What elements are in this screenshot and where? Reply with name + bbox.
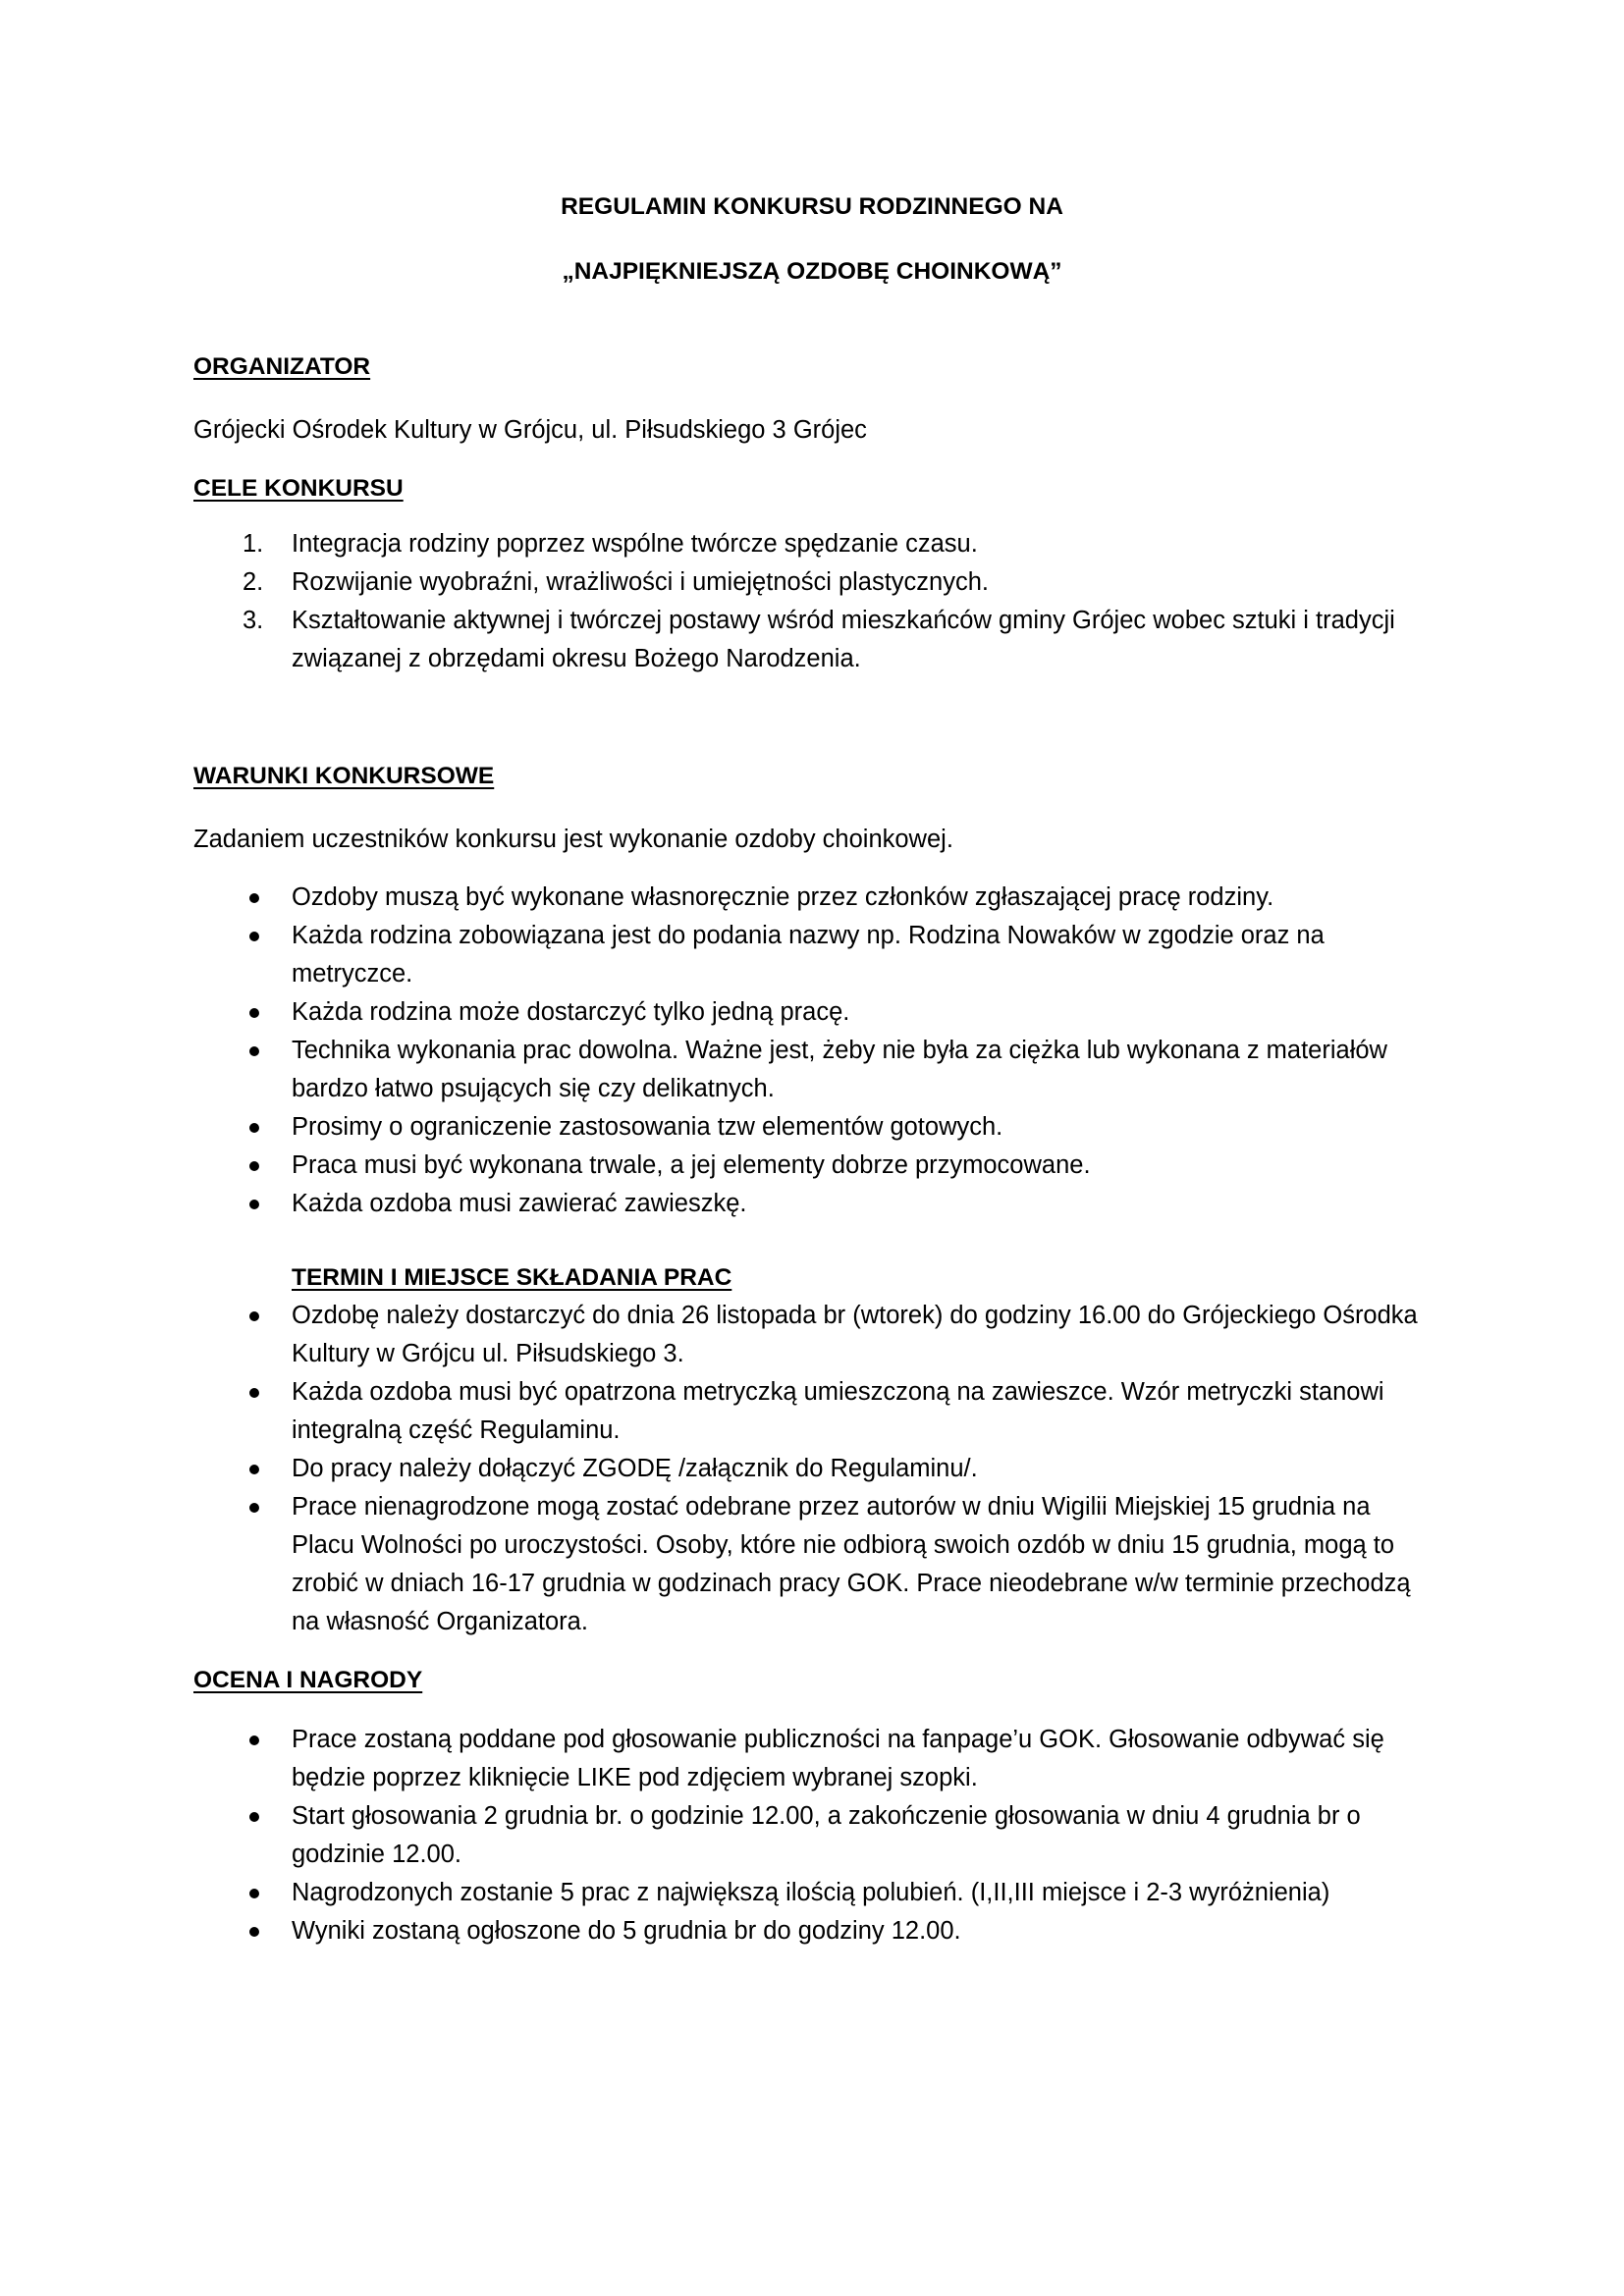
- bullet-icon: [249, 893, 259, 903]
- goals-list-item: [193, 525, 1431, 563]
- goals-list: [193, 525, 1431, 678]
- deadline-list-item: [193, 1488, 1431, 1641]
- bullet-icon: [249, 1889, 259, 1898]
- bullet-icon: [249, 1161, 259, 1171]
- goals-item-number: 1.: [243, 530, 264, 558]
- bullet-icon: [249, 1812, 259, 1822]
- conditions-item-text: Prosimy o ograniczenie zastosowania tzw elementów gotowych.: [292, 1113, 1003, 1141]
- deadline-list-item: [193, 1297, 1431, 1373]
- deadline-heading-text: TERMIN I MIEJSCE SKŁADANIA PRAC: [292, 1264, 732, 1291]
- organizer-heading: ORGANIZATOR: [193, 353, 371, 380]
- bullet-icon: [249, 1046, 259, 1056]
- bullet-icon: [249, 1200, 259, 1209]
- goals-item-number: 3.: [243, 607, 264, 634]
- bullet-icon: [249, 1503, 259, 1513]
- bullet-icon: [249, 1927, 259, 1937]
- conditions-heading: WARUNKI KONKURSOWE: [193, 763, 495, 789]
- evaluation-item-text: Prace zostaną poddane pod głosowanie publiczności na fanpage’u GOK. Głosowanie odbywać się będzie poprzez kliknięcie LIKE pod zdjęciem wybranej szopki.: [292, 1726, 1384, 1791]
- deadline-item-text: Prace nienagrodzone mogą zostać odebrane przez autorów w dniu Wigilii Miejskiej 15 grudnia na Placu Wolności po uroczystości. Osoby, które nie odbiorą swoich ozdób w dniu 15 grudnia, mogą to zrobić w dniach 16-17 grudnia w godzinach pracy GOK. Prace nieodebrane w/w terminie przechodzą na własność Organizatora.: [292, 1493, 1411, 1635]
- conditions-list-item: [193, 993, 1431, 1032]
- bullet-icon: [249, 932, 259, 941]
- evaluation-item-text: Wyniki zostaną ogłoszone do 5 grudnia br do godziny 12.00.: [292, 1917, 961, 1945]
- goals-item-text: Kształtowanie aktywnej i twórczej postawy wśród mieszkańców gminy Grójec wobec sztuki i tradycji związanej z obrzędami okresu Bożego Narodzenia.: [292, 607, 1395, 672]
- conditions-list-item: [193, 1108, 1431, 1147]
- conditions-item-text: Praca musi być wykonana trwale, a jej elementy dobrze przymocowane.: [292, 1151, 1091, 1179]
- conditions-item-text: Każda rodzina może dostarczyć tylko jedną pracę.: [292, 998, 850, 1026]
- conditions-list-item: [193, 1032, 1431, 1108]
- bullet-icon: [249, 1465, 259, 1474]
- conditions-list-item: [193, 1185, 1431, 1223]
- bullet-icon: [249, 1388, 259, 1398]
- conditions-list-item: [193, 879, 1431, 917]
- goals-list-item: [193, 602, 1431, 678]
- deadline-item-text: Każda ozdoba musi być opatrzona metryczką umieszczoną na zawieszce. Wzór metryczki stanowi integralną część Regulaminu.: [292, 1378, 1384, 1444]
- organizer-text: Grójecki Ośrodek Kultury w Grójcu, ul. Piłsudskiego 3 Grójec: [193, 416, 867, 444]
- goals-item-text: Integracja rodziny poprzez wspólne twórcze spędzanie czasu.: [292, 530, 978, 558]
- goals-item-number: 2.: [243, 568, 264, 596]
- conditions-item-text: Każda ozdoba musi zawierać zawieszkę.: [292, 1190, 747, 1217]
- deadline-list: [193, 1297, 1431, 1641]
- evaluation-item-text: Start głosowania 2 grudnia br. o godzinie 12.00, a zakończenie głosowania w dniu 4 grudnia br o godzinie 12.00.: [292, 1802, 1361, 1868]
- conditions-list-item: [193, 917, 1431, 993]
- evaluation-heading: OCENA I NAGRODY: [193, 1667, 423, 1693]
- evaluation-list-item: [193, 1721, 1431, 1797]
- document-title-line1: REGULAMIN KONKURSU RODZINNEGO NA: [561, 193, 1063, 220]
- evaluation-list-item: [193, 1874, 1431, 1912]
- conditions-item-text: Każda rodzina zobowiązana jest do podania nazwy np. Rodzina Nowaków w zgodzie oraz na metryczce.: [292, 922, 1325, 988]
- goals-heading: CELE KONKURSU: [193, 475, 404, 502]
- conditions-list-item: [193, 1147, 1431, 1185]
- conditions-list: [193, 879, 1431, 1223]
- deadline-item-text: Do pracy należy dołączyć ZGODĘ /załącznik do Regulaminu/.: [292, 1455, 978, 1482]
- evaluation-list: [193, 1721, 1431, 1950]
- deadline-item-text: Ozdobę należy dostarczyć do dnia 26 listopada br (wtorek) do godziny 16.00 do Grójeckiego Ośrodka Kultury w Grójcu ul. Piłsudskiego 3.: [292, 1302, 1418, 1367]
- goals-list-item: [193, 563, 1431, 602]
- deadline-list-item: [193, 1373, 1431, 1450]
- document-title-line2: „NAJPIĘKNIEJSZĄ OZDOBĘ CHOINKOWĄ”: [562, 258, 1062, 285]
- bullet-icon: [249, 1123, 259, 1133]
- deadline-list-item: [193, 1450, 1431, 1488]
- goals-item-text: Rozwijanie wyobraźni, wrażliwości i umiejętności plastycznych.: [292, 568, 990, 596]
- evaluation-item-text: Nagrodzonych zostanie 5 prac z największą ilością polubień. (I,II,III miejsce i 2-3 wyróżnienia): [292, 1879, 1330, 1906]
- conditions-intro: Zadaniem uczestników konkursu jest wykonanie ozdoby choinkowej.: [193, 826, 953, 853]
- bullet-icon: [249, 1008, 259, 1018]
- deadline-heading: [193, 1258, 1431, 1297]
- bullet-icon: [249, 1311, 259, 1321]
- evaluation-list-item: [193, 1912, 1431, 1950]
- conditions-item-text: Ozdoby muszą być wykonane własnoręcznie przez członków zgłaszającej pracę rodziny.: [292, 883, 1274, 911]
- document-content: [193, 188, 1431, 1950]
- bullet-icon: [249, 1735, 259, 1745]
- conditions-item-text: Technika wykonania prac dowolna. Ważne jest, żeby nie była za ciężka lub wykonana z materiałów bardzo łatwo psujących się czy delikatnych.: [292, 1037, 1387, 1102]
- evaluation-list-item: [193, 1797, 1431, 1874]
